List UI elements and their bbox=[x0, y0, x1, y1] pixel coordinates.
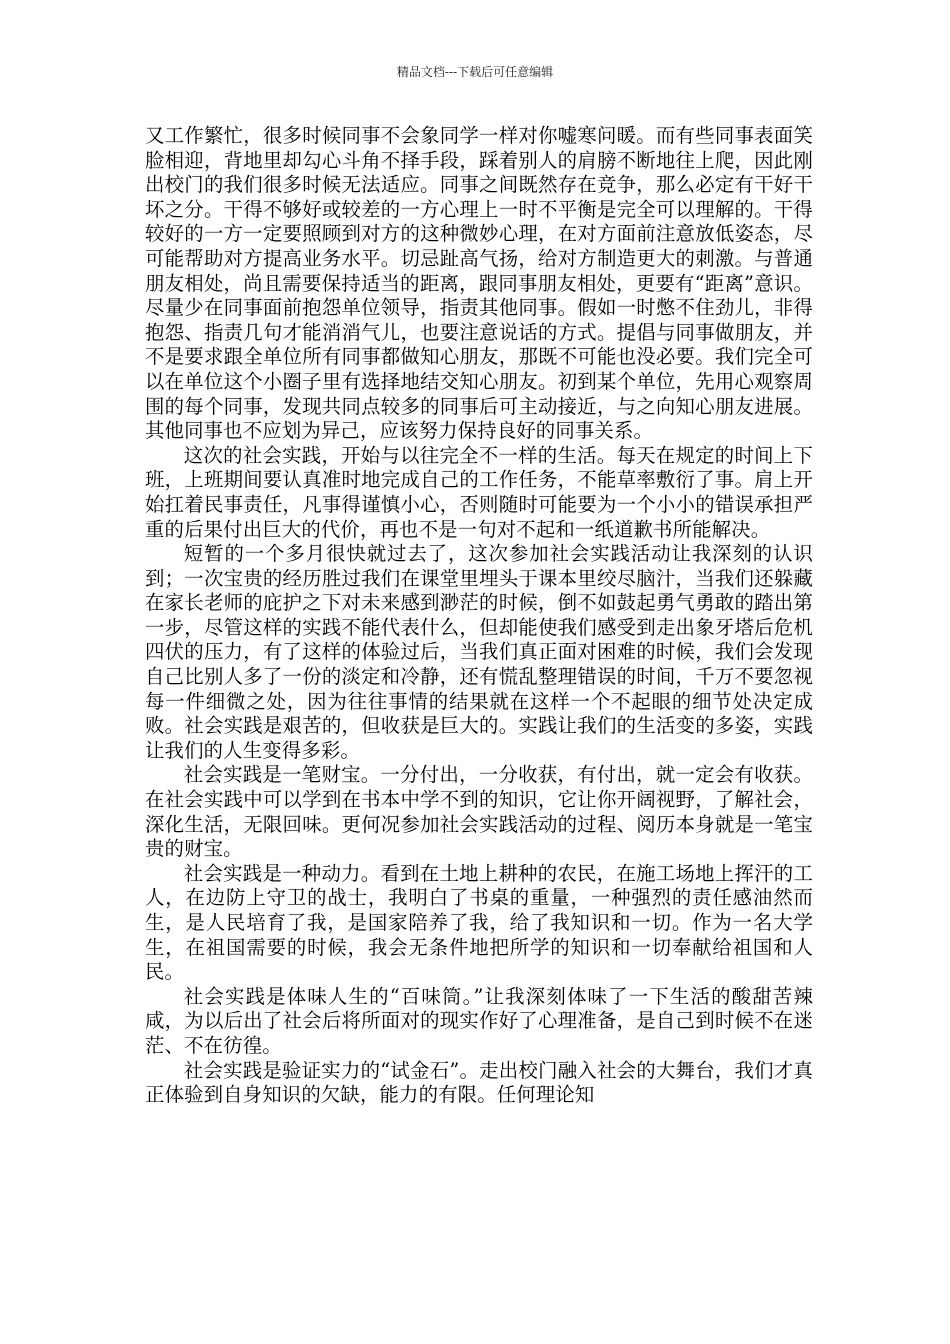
paragraph-1: 又工作繁忙，很多时候同事不会象同学一样对你嘘寒问暖。而有些同事表面笑脸相迎，背地里却勾心斗角不择手段，踩着别人的肩膀不断地往上爬，因此刚出校门的我们很多时候无法适应。同事之间既然存在竞争，那么必定有干好干坏之分。干得不够好或较差的一方心理上一时不平衡是完全可以理解的。干得较好的一方一定要照顾到对方的这种微妙心理，在对方面前注意放低姿态，尽可能帮助对方提高业务水平。切忌趾高气扬，给对方制造更大的刺激。与普通朋友相处，尚且需要保持适当的距离，跟同事朋友相处，更要有“距离”意识。尽量少在同事面前抱怨单位领导，指责其他同事。假如一时憋不住劲儿，非得抱怨、指责几句才能消消气儿，也要注意说话的方式。提倡与同事做朋友，并不是要求跟全单位所有同事都做知心朋友，那既不可能也没必要。我们完全可以在单位这个小圈子里有选择地结交知心朋友。初到某个单位，先用心观察周围的每个同事，发现共同点较多的同事后可主动接近，与之向知心朋友进展。其他同事也不应划为异己，应该努力保持良好的同事关系。 bbox=[145, 124, 813, 443]
paragraph-3: 短暂的一个多月很快就过去了，这次参加社会实践活动让我深刻的认识到；一次宝贵的经历胜过我们在课堂里埋头于课本里绞尽脑汁，当我们还躲藏在家长老师的庇护之下对未来感到渺茫的时候，倒不如鼓起勇气勇敢的踏出第一步，尽管这样的实践不能代表什么，但却能使我们感受到走出象牙塔后危机四伏的压力，有了这样的体验过后，当我们真正面对困难的时候，我们会发现自己比别人多了一份的淡定和冷静，还有慌乱整理错误的时间，千万不要忽视每一件细微之处，因为往往事情的结果就在这样一个不起眼的细节处决定成败。社会实践是艰苦的，但收获是巨大的。实践让我们的生活变的多姿，实践让我们的人生变得多彩。 bbox=[145, 542, 813, 762]
page-header: 精品文档---下载后可任意编辑 bbox=[396, 65, 554, 79]
paragraph-6: 社会实践是体味人生的“百味筒。”让我深刻体味了一下生活的酸甜苦辣咸，为以后出了社会后将所面对的现实作好了心理准备，是自己到时候不在迷茫、不在彷徨。 bbox=[145, 984, 813, 1057]
document-body bbox=[145, 124, 813, 1108]
paragraph-2: 这次的社会实践，开始与以往完全不一样的生活。每天在规定的时间上下班，上班期间要认真准时地完成自己的工作任务，不能草率敷衍了事。肩上开始扛着民事责任，凡事得谨慎小心，否则随时可能要为一个小小的错误承担严重的后果付出巨大的代价，再也不是一句对不起和一纸道歉书所能解决。 bbox=[145, 443, 813, 541]
paragraph-4: 社会实践是一笔财宝。一分付出，一分收获，有付出，就一定会有收获。在社会实践中可以学到在书本中学不到的知识，它让你开阔视野，了解社会，深化生活，无限回味。更何况参加社会实践活动的过程、阅历本身就是一笔宝贵的财宝。 bbox=[145, 763, 813, 861]
paragraph-7: 社会实践是验证实力的“试金石”。走出校门融入社会的大舞台，我们才真正体验到自身知识的欠缺，能力的有限。任何理论知 bbox=[145, 1058, 813, 1107]
paragraph-5: 社会实践是一种动力。看到在土地上耕种的农民，在施工场地上挥汗的工人，在边防上守卫的战士，我明白了书桌的重量，一种强烈的责任感油然而生，是人民培育了我，是国家陪养了我，给了我知识和一切。作为一名大学生，在祖国需要的时候，我会无条件地把所学的知识和一切奉献给祖国和人民。 bbox=[145, 861, 813, 984]
